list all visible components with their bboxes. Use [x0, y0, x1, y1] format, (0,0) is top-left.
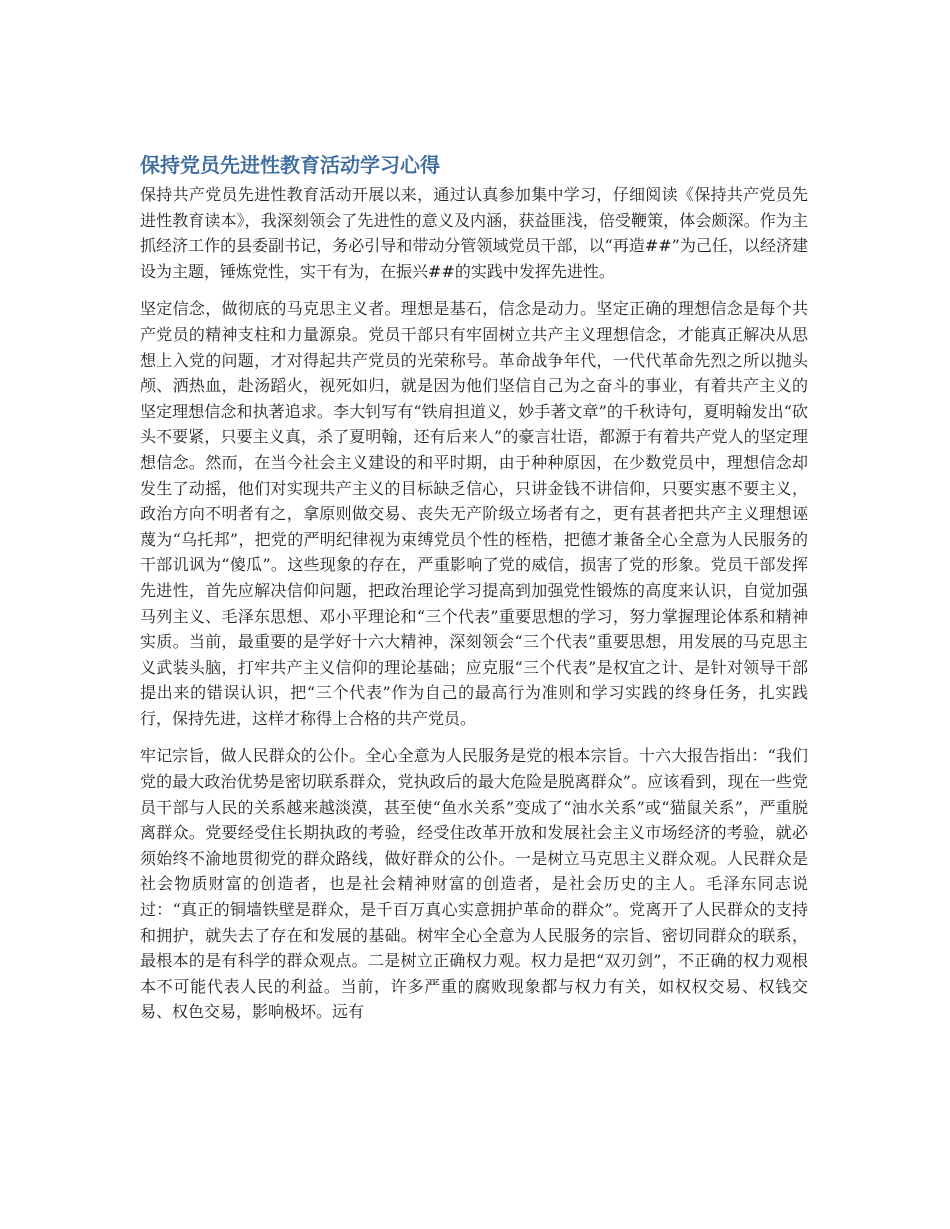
paragraph-serve-people: 牢记宗旨，做人民群众的公仆。全心全意为人民服务是党的根本宗旨。十六大报告指出：“我们党的最大政治优势是密切联系群众，党执政后的最大危险是脱离群众”。应该看到，现在一些党员干部与人民的关系越来越淡漠，甚至使“鱼水关系”变成了“油水关系”或“猫鼠关系”，严重脱离群众。党要经受住长期执政的考验，经受住改革开放和发展社会主义市场经济的考验，就必须始终不渝地贯彻党的群众路线，做好群众的公仆。一是树立马克思主义群众观。人民群众是社会物质财富的创造者，也是社会精神财富的创造者，是社会历史的主人。毛泽东同志说过：“真正的铜墙铁壁是群众，是千百万真心实意拥护革命的群众”。党离开了人民群众的支持和拥护，就失去了存在和发展的基础。树牢全心全意为人民服务的宗旨、密切同群众的联系，最根本的是有科学的群众观点。二是树立正确权力观。权力是把“双刃剑”，不正确的权力观根本不可能代表人民的利益。当前，许多严重的腐败现象都与权力有关，如权权交易、权钱交易、权色交易，影响极坏。远有 [140, 746, 808, 1022]
paragraph-intro: 保持共产党员先进性教育活动开展以来，通过认真参加集中学习，仔细阅读《保持共产党员先进性教育读本》，我深刻领会了先进性的意义及内涵，获益匪浅，倍受鞭策，体会颇深。作为主抓经济工作的县委副书记，务必引导和带动分管领域党员干部，以“再造##”为己任，以经济建设为主题，锤炼党性，实干有为，在振兴##的实践中发挥先进性。 [140, 185, 808, 281]
paragraph-firm-belief: 坚定信念，做彻底的马克思主义者。理想是基石，信念是动力。坚定正确的理想信念是每个共产党员的精神支柱和力量源泉。党员干部只有牢固树立共产主义理想信念，才能真正解决从思想上入党的问题，才对得起共产党员的光荣称号。革命战争年代，一代代革命先烈之所以抛头颅、洒热血，赴汤蹈火，视死如归，就是因为他们坚信自己为之奋斗的事业，有着共产主义的坚定理想信念和执著追求。李大钊写有“铁肩担道义，妙手著文章”的千秋诗句，夏明翰发出“砍头不要紧，只要主义真，杀了夏明翰，还有后来人”的豪言壮语，都源于有着共产党人的坚定理想信念。然而，在当今社会主义建设的和平时期，由于种种原因，在少数党员中，理想信念却发生了动摇，他们对实现共产主义的目标缺乏信心，只讲金钱不讲信仰，只要实惠不要主义，政治方向不明者有之，拿原则做交易、丧失无产阶级立场者有之，更有甚者把共产主义理想诬蔑为“乌托邦”，把党的严明纪律视为束缚党员个性的桎梏，把德才兼备全心全意为人民服务的干部讥讽为“傻瓜”。这些现象的存在，严重影响了党的威信，损害了党的形象。党员干部发挥先进性，首先应解决信仰问题，把政治理论学习提高到加强党性锻炼的高度来认识，自觉加强马列主义、毛泽东思想、邓小平理论和“三个代表”重要思想的学习，努力掌握理论体系和精神实质。当前，最重要的是学好十六大精神，深刻领会“三个代表”重要思想，用发展的马克思主义武装头脑，打牢共产主义信仰的理论基础；应克服“三个代表”是权宜之计、是针对领导干部提出来的错误认识，把“三个代表”作为自己的最高行为准则和学习实践的终身任务，扎实践行，保持先进，这样才称得上合格的共产党员。 [140, 299, 808, 728]
document-title: 保持党员先进性教育活动学习心得 [140, 153, 440, 177]
document-page [140, 148, 808, 1025]
